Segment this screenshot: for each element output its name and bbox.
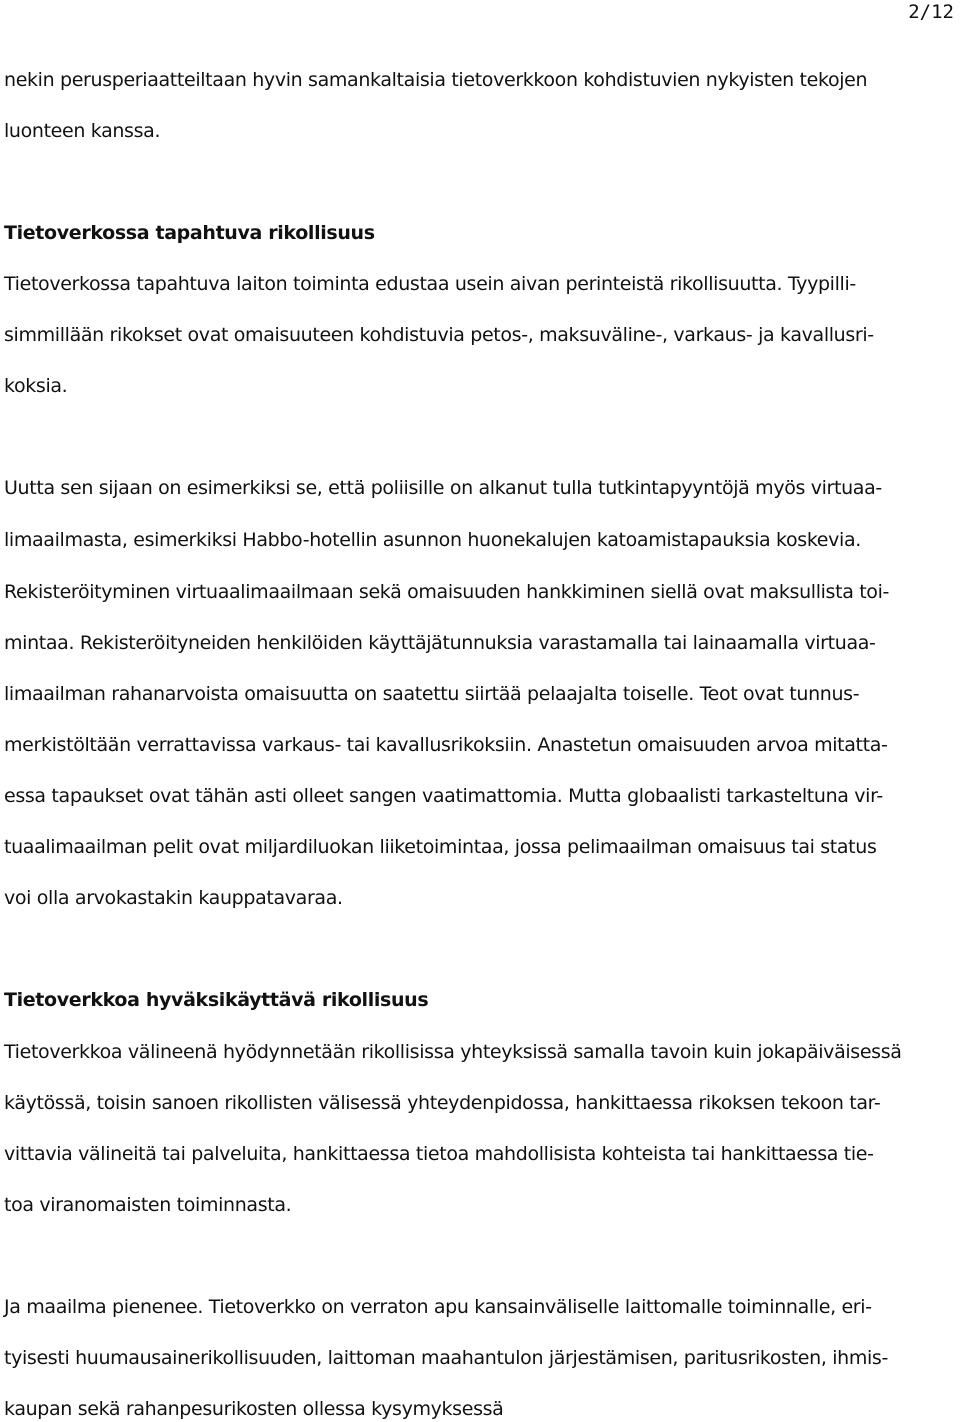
body-text-line: Ja maailma pienenee. Tietoverkko on verraton apu kansainväliselle laittomalle toiminnalle, eri- xyxy=(4,1296,872,1318)
body-text-line: toa viranomaisten toiminnasta. xyxy=(4,1194,292,1216)
body-text-line: mintaa. Rekisteröityneiden henkilöiden käyttäjätunnuksia varastamalla tai lainaamalla virtuaa- xyxy=(4,632,876,654)
section-heading: Tietoverkkoa hyväksikäyttävä rikollisuus xyxy=(4,989,429,1011)
body-text-line: koksia. xyxy=(4,375,68,397)
body-text-line: käytössä, toisin sanoen rikollisten välisessä yhteydenpidossa, hankittaessa rikoksen tekoon tar- xyxy=(4,1092,881,1114)
body-text-line: merkistöltään verrattavissa varkaus- tai kavallusrikoksiin. Anastetun omaisuuden arvoa mitatta- xyxy=(4,734,888,756)
body-text-line: tuaalimaailman pelit ovat miljardiluokan liiketoimintaa, jossa pelimaailman omaisuus tai status xyxy=(4,836,877,858)
body-text-line: vittavia välineitä tai palveluita, hankittaessa tietoa mahdollisista kohteista tai hankittaessa tie- xyxy=(4,1143,874,1165)
body-text-line: nekin perusperiaatteiltaan hyvin samankaltaisia tietoverkkoon kohdistuvien nykyisten tekojen xyxy=(4,69,868,91)
body-text-line: Tietoverkossa tapahtuva laiton toiminta edustaa usein aivan perinteistä rikollisuutta. Tyypilli- xyxy=(4,273,856,295)
body-text-line: tyisesti huumausainerikollisuuden, laittoman maahantulon järjestämisen, paritusrikosten, ihmis- xyxy=(4,1347,888,1369)
body-text-line: Uutta sen sijaan on esimerkiksi se, että poliisille on alkanut tulla tutkintapyyntöjä myös virtuaa- xyxy=(4,477,882,499)
body-text-line: luonteen kanssa. xyxy=(4,120,161,142)
body-text-line: simmillään rikokset ovat omaisuuteen kohdistuvia petos-, maksuväline-, varkaus- ja kavallusri- xyxy=(4,324,874,346)
body-text-line: Rekisteröityminen virtuaalimaailmaan sekä omaisuuden hankkiminen siellä ovat maksullista toi- xyxy=(4,581,889,603)
body-text-line: essa tapaukset ovat tähän asti olleet sangen vaatimattomia. Mutta globaalisti tarkasteltuna vir- xyxy=(4,785,883,807)
body-text-line: voi olla arvokastakin kauppatavaraa. xyxy=(4,887,343,909)
body-text-line: kaupan sekä rahanpesurikosten ollessa kysymyksessä xyxy=(4,1398,504,1420)
body-text-line: Tietoverkkoa välineenä hyödynnetään rikollisissa yhteyksissä samalla tavoin kuin jokapäiväisessä xyxy=(4,1041,902,1063)
body-text-line: limaailmasta, esimerkiksi Habbo-hotellin asunnon huonekalujen katoamistapauksia koskevia. xyxy=(4,529,861,551)
section-heading: Tietoverkossa tapahtuva rikollisuus xyxy=(4,222,375,244)
page-number: 2/12 xyxy=(908,1,954,23)
body-text-line: limaailman rahanarvoista omaisuutta on saatettu siirtää pelaajalta toiselle. Teot ovat tunnus- xyxy=(4,683,860,705)
